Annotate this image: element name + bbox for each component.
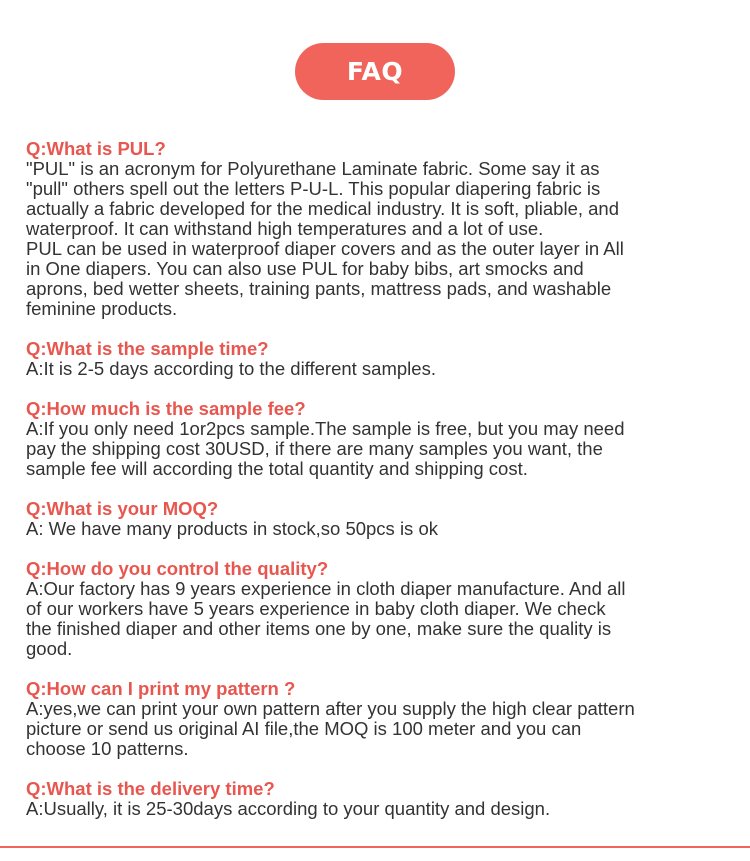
bottom-divider (0, 846, 750, 848)
faq-list (26, 139, 738, 839)
faq-question: Q:What is the delivery time? (26, 778, 275, 799)
faq-answer: A:It is 2-5 days according to the different samples. (26, 358, 436, 379)
faq-question: Q:What is your MOQ? (26, 498, 219, 519)
faq-item (26, 399, 738, 479)
faq-answer: A:If you only need 1or2pcs sample.The sample is free, but you may need pay the shipping cost 30USD, if there are many samples you want, the sample fee will according the total quantity and shipping cost. (26, 418, 625, 479)
faq-item (26, 559, 738, 659)
faq-answer: A:Our factory has 9 years experience in cloth diaper manufacture. And all of our workers have 5 years experience in baby cloth diaper. We check the finished diaper and other items one by one, make sure the quality is good. (26, 578, 626, 659)
faq-item (26, 779, 738, 819)
faq-item (26, 499, 738, 539)
faq-item (26, 139, 738, 319)
faq-answer: A: We have many products in stock,so 50pcs is ok (26, 518, 438, 539)
faq-question: Q:How much is the sample fee? (26, 398, 306, 419)
faq-item (26, 679, 738, 759)
faq-question: Q:What is PUL? (26, 138, 166, 159)
faq-question: Q:What is the sample time? (26, 338, 269, 359)
faq-answer: A:Usually, it is 25-30days according to your quantity and design. (26, 798, 551, 819)
faq-title: FAQ (346, 57, 404, 86)
faq-question: Q:How can I print my pattern ? (26, 678, 296, 699)
faq-item (26, 339, 738, 379)
faq-answer: A:yes,we can print your own pattern after you supply the high clear pattern picture or send us original AI file,the MOQ is 100 meter and you can choose 10 patterns. (26, 698, 635, 759)
faq-header-badge (295, 43, 455, 100)
faq-answer: "PUL" is an acronym for Polyurethane Laminate fabric. Some say it as "pull" others spell out the letters P-U-L. This popular diapering fabric is actually a fabric developed for the medical industry. It is soft, pliable, and waterproof. It can withstand high temperatures and a lot of use. PUL can be used in waterproof diaper covers and as the outer layer in All in One diapers. You can also use PUL for baby bibs, art smocks and aprons, bed wetter sheets, training pants, mattress pads, and washable feminine products. (26, 158, 624, 319)
faq-question: Q:How do you control the quality? (26, 558, 329, 579)
